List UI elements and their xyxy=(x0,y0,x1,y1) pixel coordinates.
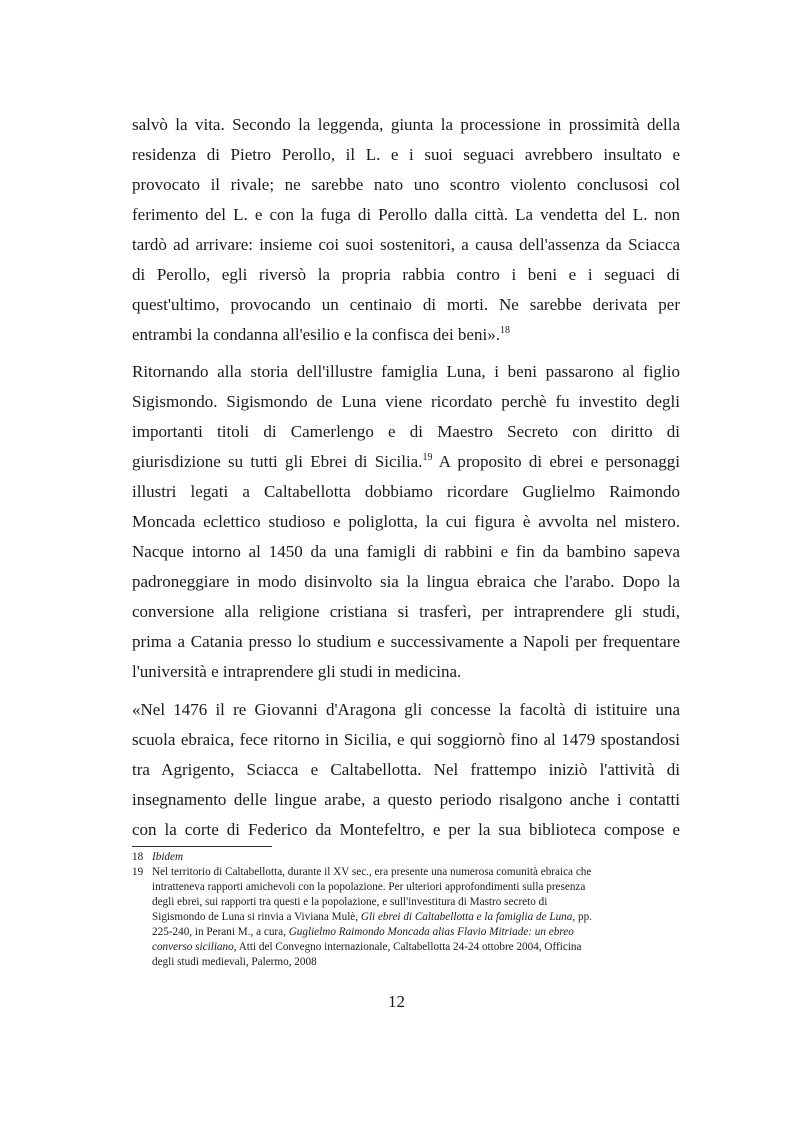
footnote-19-volume-title-a: Guglielmo Raimondo Moncada alias Flavio Mitriade: un ebreo xyxy=(288,926,574,938)
footnote-19-book-title: Gli ebrei di Caltabellotta e la famiglia de Luna xyxy=(360,911,573,923)
p3-line-2: scuola ebraica, fece ritorno in Sicilia, e qui soggiornò fino al 1479 spostandosi xyxy=(132,730,680,749)
p2-line-11: l'università e intraprendere gli studi in medicina. xyxy=(132,662,462,681)
p2-line-1: Ritornando alla storia dell'illustre famiglia Luna, i beni passarono al figlio xyxy=(132,362,680,381)
p2-line-2: Sigismondo. Sigismondo de Luna viene ricordato perchè fu investito degli xyxy=(132,392,680,411)
p1-line-5: tardò ad arrivare: insieme coi suoi sostenitori, a causa dell'assenza da Sciacca xyxy=(132,235,680,254)
footnote-19-text-6 xyxy=(152,940,581,954)
p1-line-3: provocato il rivale; ne sarebbe nato uno scontro violento conclusosi col xyxy=(132,175,680,194)
p1-line-4: ferimento del L. e con la fuga di Perollo dalla città. La vendetta del L. non xyxy=(132,205,680,224)
footnote-19-text-2: intratteneva rapporti amichevoli con la popolazione. Per ulteriori approfondimenti sulla presenza xyxy=(152,881,586,893)
footnote-19-text-4c: , pp. xyxy=(572,911,592,923)
p3-line-3: tra Agrigento, Sciacca e Caltabellotta. Nel frattempo iniziò l'attività di xyxy=(132,760,680,779)
p2-line-3: importanti titoli di Camerlengo e di Maestro Secreto con diritto di xyxy=(132,422,680,441)
p2-line-8: padroneggiare in modo disinvolto sia la lingua ebraica che l'arabo. Dopo la xyxy=(132,572,680,591)
p1-line-7: quest'ultimo, provocando un centinaio di morti. Ne sarebbe derivata per xyxy=(132,295,680,314)
p2-line-5: illustri legati a Caltabellotta dobbiamo ricordare Guglielmo Raimondo xyxy=(132,482,680,501)
p2-line-10: prima a Catania presso lo studium e successivamente a Napoli per frequentare xyxy=(132,632,680,651)
p2-line-4 xyxy=(132,452,680,472)
p2-line-7: Nacque intorno al 1450 da una famigli di rabbini e fin da bambino sapeva xyxy=(132,542,680,561)
footnote-19-text-3: degli ebrei, sui rapporti tra questi e la popolazione, e sull'investitura di Mastro secreto di xyxy=(152,896,548,908)
footnote-19-text-7: degli studi medievali, Palermo, 2008 xyxy=(152,956,317,968)
p1-line-8-text: entrambi la condanna all'esilio e la confisca dei beni». xyxy=(132,325,500,344)
p1-line-1: salvò la vita. Secondo la leggenda, giunta la processione in prossimità della xyxy=(132,115,680,134)
p2-line-9: conversione alla religione cristiana si trasferì, per intraprendere gli studi, xyxy=(132,602,680,621)
p2-line-6: Moncada eclettico studioso e poliglotta, la cui figura è avvolta nel mistero. xyxy=(132,512,680,531)
footnote-19-text-4 xyxy=(152,910,592,924)
footnote-19-text-5 xyxy=(152,925,574,939)
p3-line-5: con la corte di Federico da Montefeltro, e per la sua biblioteca compose e xyxy=(132,820,680,839)
footnote-separator xyxy=(132,846,272,847)
footnote-ref-19[interactable]: 19 xyxy=(422,452,433,463)
page-number: 12 xyxy=(388,992,405,1011)
footnote-18-number: 18 xyxy=(132,851,144,863)
footnote-ref-18[interactable]: 18 xyxy=(499,325,510,336)
p2-line-4-text-a: giurisdizione su tutti gli Ebrei di Sicilia. xyxy=(132,452,423,471)
p2-line-4-text-b: A proposito di ebrei e personaggi xyxy=(432,452,680,471)
p3-line-4: insegnamento delle lingue arabe, a questo periodo risalgono anche i contatti xyxy=(132,790,680,809)
p1-line-8 xyxy=(132,325,680,345)
footnote-19-text-1: Nel territorio di Caltabellotta, durante il XV sec., era presente una numerosa comunità ebraica che xyxy=(152,866,592,878)
footnote-18-text: Ibidem xyxy=(152,851,184,863)
p3-line-1: «Nel 1476 il re Giovanni d'Aragona gli concesse la facoltà di istituire una xyxy=(132,700,680,719)
p1-line-6: di Perollo, egli riversò la propria rabbia contro i beni e i seguaci di xyxy=(132,265,680,284)
footnote-19-text-6b: , Atti del Convegno internazionale, Caltabellotta 24-24 ottobre 2004, Officina xyxy=(233,941,582,953)
footnote-19-text-5a: 225-240, in Perani M., a cura, xyxy=(152,926,289,938)
footnote-19-volume-title-b: converso siciliano xyxy=(152,941,234,953)
footnote-19-text-4a: Sigismondo de Luna si rinvia a Viviana Mulè, xyxy=(152,911,361,923)
footnote-19-number: 19 xyxy=(132,866,144,878)
p1-line-2: residenza di Pietro Perollo, il L. e i suoi seguaci avrebbero insultato e xyxy=(132,145,680,164)
